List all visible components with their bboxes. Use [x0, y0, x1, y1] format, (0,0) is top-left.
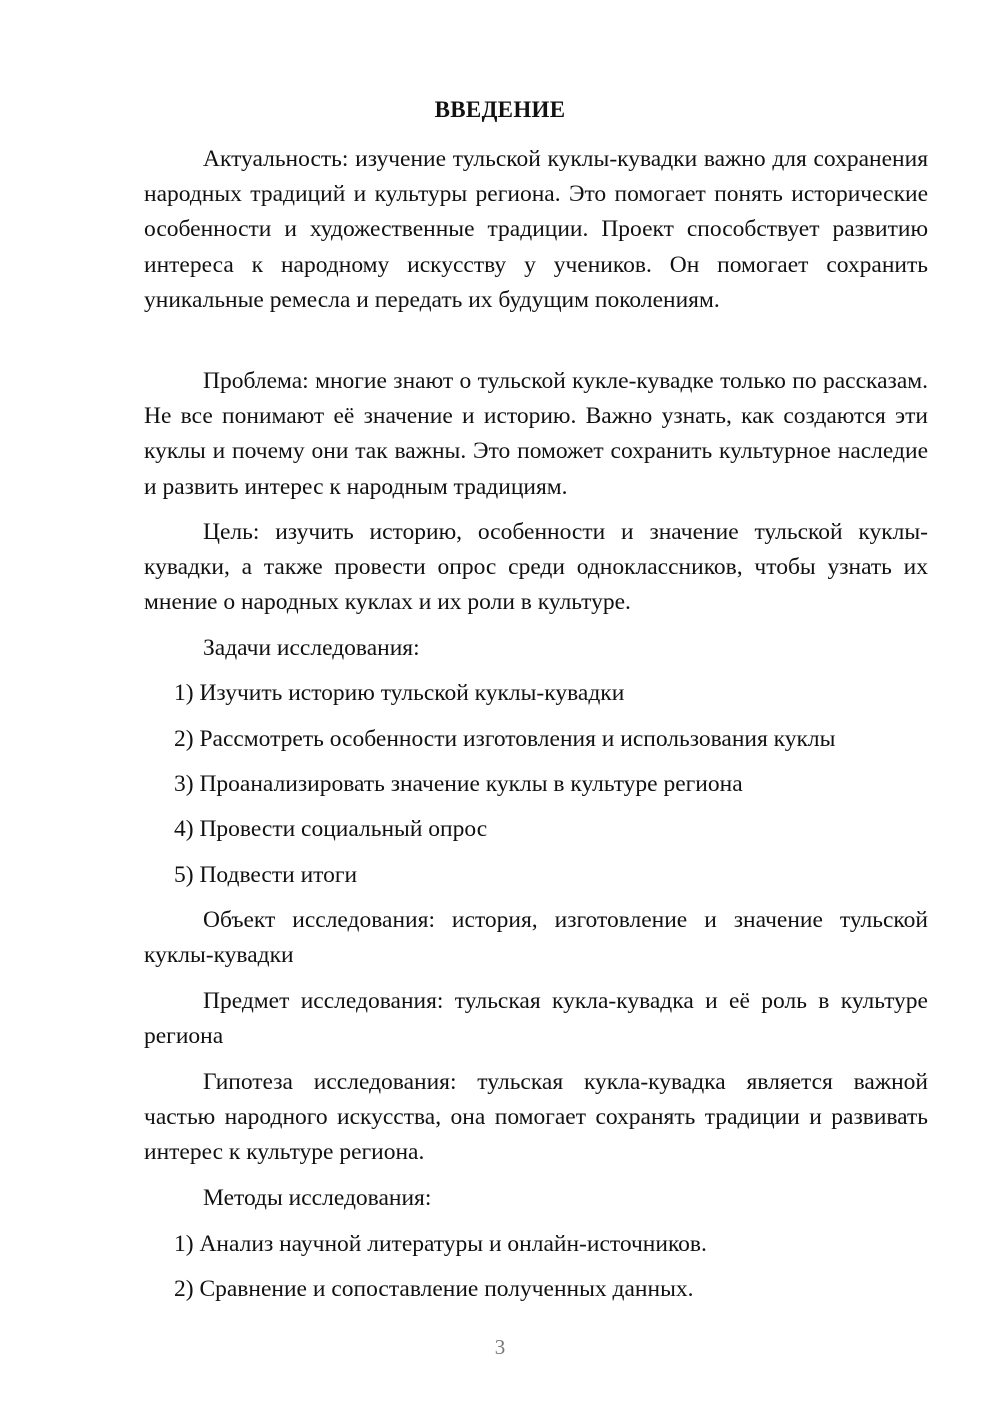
subject-paragraph: Предмет исследования: тульская кукла-кувадка и её роль в культуре региона	[144, 988, 928, 1050]
task-item: 3) Проанализировать значение куклы в культуре региона	[174, 771, 743, 797]
hypothesis-paragraph: Гипотеза исследования: тульская кукла-кувадка является важной частью народного искусства, она помогает сохранять традиции и развивать интерес к культуре региона.	[144, 1069, 928, 1166]
methods-label: Методы исследования:	[203, 1185, 432, 1211]
task-item: 1) Изучить историю тульской куклы-кувадки	[174, 680, 625, 706]
relevance-paragraph: Актуальность: изучение тульской куклы-кувадки важно для сохранения народных традиций и культуры региона. Это помогает понять исторические особенности и художественные традиции. Проект способствует развитию интереса к народному искусству у учеников. Он помогает сохранить уникальные ремесла и передать их будущим поколениям.	[144, 146, 928, 313]
task-item: 5) Подвести итоги	[174, 862, 358, 888]
goal-paragraph: Цель: изучить историю, особенности и значение тульской куклы-кувадки, а также провести опрос среди одноклассников, чтобы узнать их мнение о народных куклах и их роли в культуре.	[144, 519, 928, 616]
method-item: 1) Анализ научной литературы и онлайн-источников.	[174, 1231, 707, 1257]
page-heading: ВВЕДЕНИЕ	[434, 97, 566, 122]
object-paragraph: Объект исследования: история, изготовление и значение тульской куклы-кувадки	[144, 907, 928, 969]
task-item: 2) Рассмотреть особенности изготовления и использования куклы	[174, 726, 836, 752]
task-item: 4) Провести социальный опрос	[174, 816, 488, 842]
problem-paragraph: Проблема: многие знают о тульской кукле-кувадке только по рассказам. Не все понимают её значение и историю. Важно узнать, как создаются эти куклы и почему они так важны. Это поможет сохранить культурное наследие и развить интерес к народным традициям.	[144, 368, 928, 500]
tasks-label: Задачи исследования:	[203, 635, 420, 661]
page-number: 3	[494, 1335, 506, 1359]
method-item: 2) Сравнение и сопоставление полученных данных.	[174, 1276, 694, 1302]
